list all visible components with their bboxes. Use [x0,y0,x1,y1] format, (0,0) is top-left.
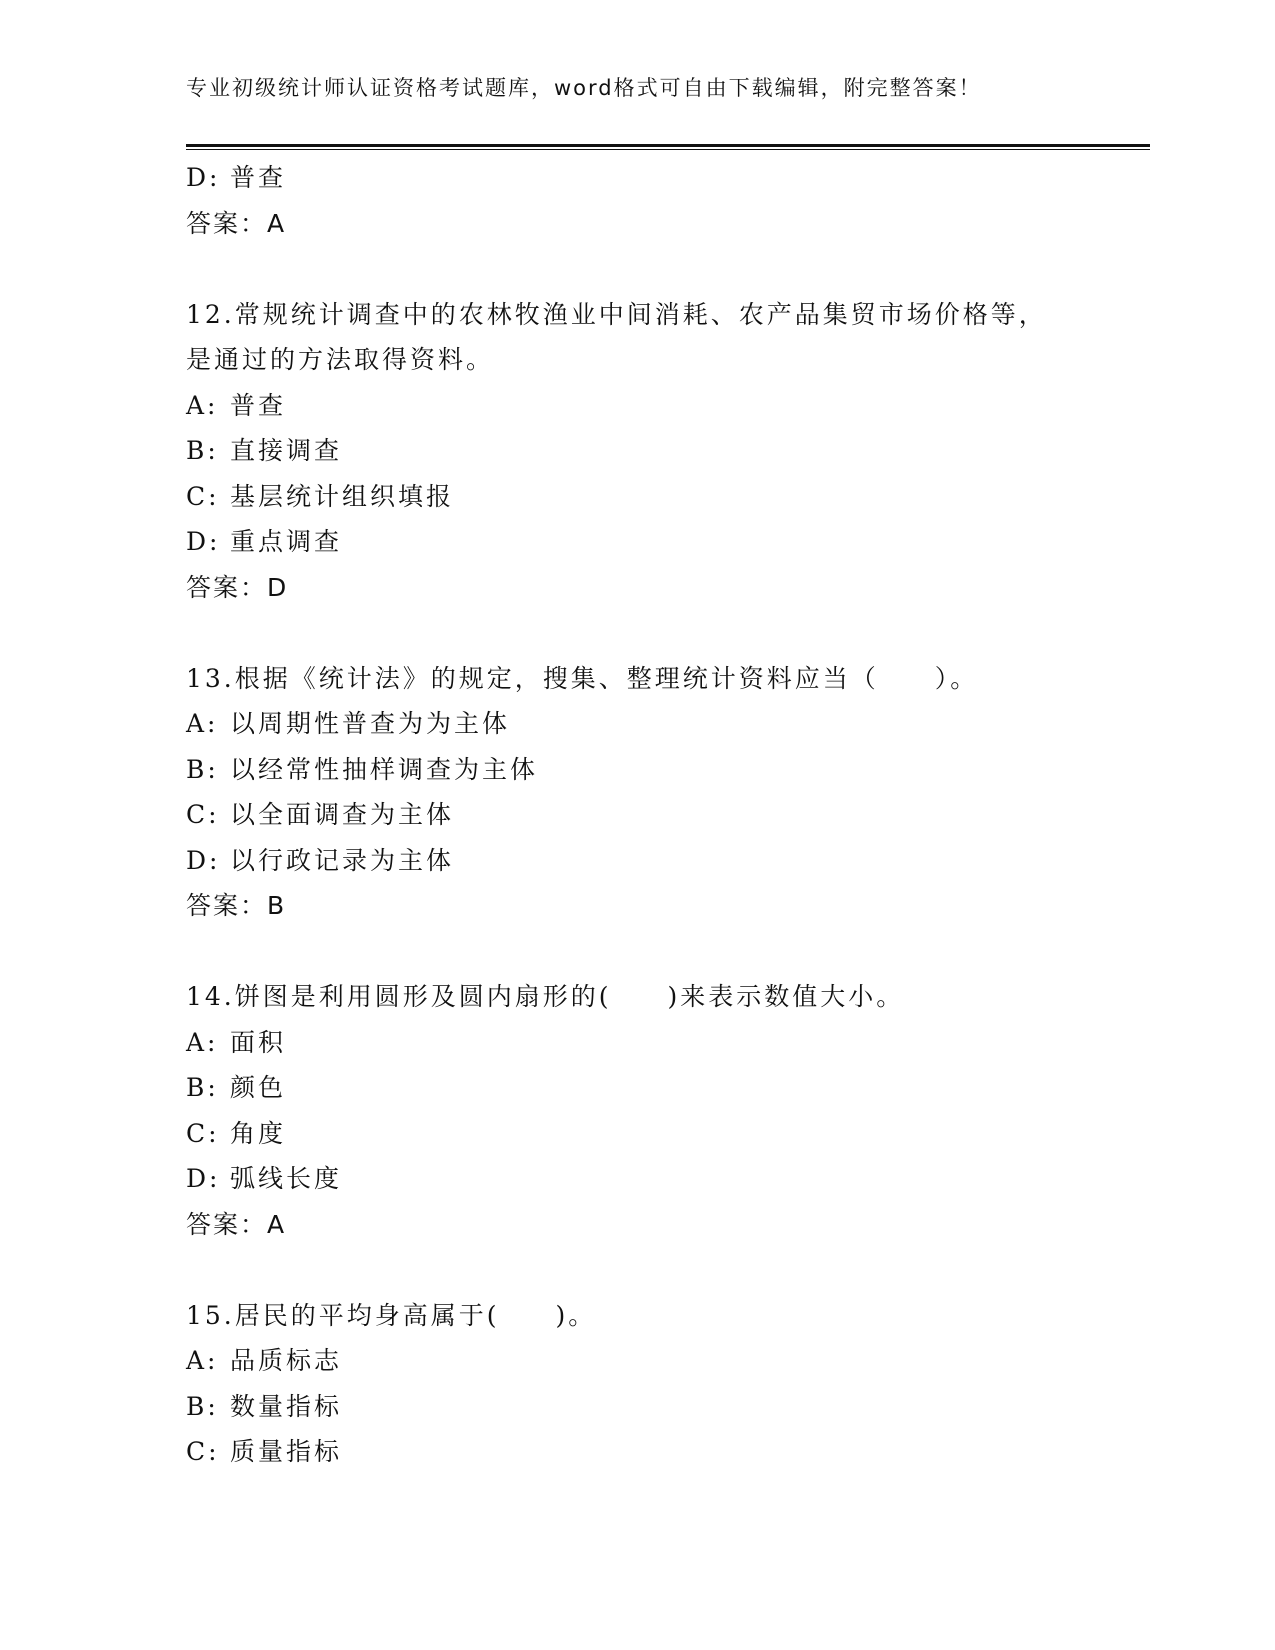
option-letter: D: [186,163,221,192]
option-text: 弧线长度 [230,1164,343,1193]
option-text: 直接调查 [230,436,343,465]
option-text: 重点调查 [230,527,343,556]
option-letter: C: [186,481,220,511]
answer-line: 答案：A [186,208,287,238]
answer-line: 答案：D [186,572,289,602]
option-letter: D: [186,527,221,556]
option-line [186,838,1146,884]
question-stem: 15.居民的平均身高属于( )。 [186,1300,597,1330]
option-line [186,1156,1146,1202]
question-stem: 12.常规统计调查中的农林牧渔业中间消耗、农产品集贸市场价格等， [186,299,1047,329]
option-line [186,1429,1146,1475]
option-text: 以全面调查为主体 [230,800,455,829]
option-line [186,1111,1146,1157]
option-letter: C: [186,800,220,829]
question-15 [186,1293,1146,1475]
header-rule-thin [186,149,1150,150]
option-text: 基层统计组织填报 [230,481,455,511]
option-letter: C: [186,1118,220,1148]
document-body [186,155,1146,1475]
option-line [186,701,1146,747]
option-text: 面积 [230,1027,287,1057]
answer-line: 答案：B [186,891,287,920]
question-13 [186,656,1146,929]
option-line [186,747,1146,793]
option-letter: C: [186,1437,220,1466]
option-letter: A: [186,1346,219,1375]
option-line [186,1384,1146,1430]
question-stem: 14.饼图是利用圆形及圆内扇形的( )来表示数值大小。 [186,982,905,1011]
option-letter: B: [186,1391,219,1421]
question-stem: 是通过的方法取得资料。 [186,345,495,374]
option-text: 以经常性抽样调查为主体 [230,754,539,784]
option-text: 以行政记录为主体 [230,845,455,875]
option-line [186,1065,1146,1111]
question-14 [186,974,1146,1247]
option-line [186,428,1146,474]
option-text: 质量指标 [230,1437,343,1466]
answer-line: 答案：A [186,1209,287,1239]
question-stem: 13.根据《统计法》的规定，搜集、整理统计资料应当（ ）。 [186,663,979,693]
page-header: 专业初级统计师认证资格考试题库，word格式可自由下载编辑，附完整答案！ [186,76,982,100]
option-letter: B: [186,436,219,465]
option-line [186,792,1146,838]
option-text: 角度 [230,1118,287,1148]
option-letter: B: [186,1073,219,1102]
option-text: 颜色 [230,1073,287,1102]
option-line [186,519,1146,565]
option-letter: A: [186,390,219,420]
option-letter: D: [186,845,221,875]
option-letter: A: [186,709,219,738]
option-text: 以周期性普查为为主体 [230,709,511,738]
option-line [186,383,1146,429]
question-12 [186,292,1146,611]
header-rule-thick [186,144,1150,147]
option-letter: D: [186,1164,221,1193]
option-text: 普查 [230,163,287,192]
option-line [186,1338,1146,1384]
option-letter: A: [186,1027,219,1057]
option-line [186,1020,1146,1066]
option-text: 数量指标 [230,1391,343,1421]
option-text: 普查 [230,390,287,420]
option-text: 品质标志 [230,1346,343,1375]
option-line [186,474,1146,520]
option-line [186,155,1146,201]
option-letter: B: [186,754,219,784]
